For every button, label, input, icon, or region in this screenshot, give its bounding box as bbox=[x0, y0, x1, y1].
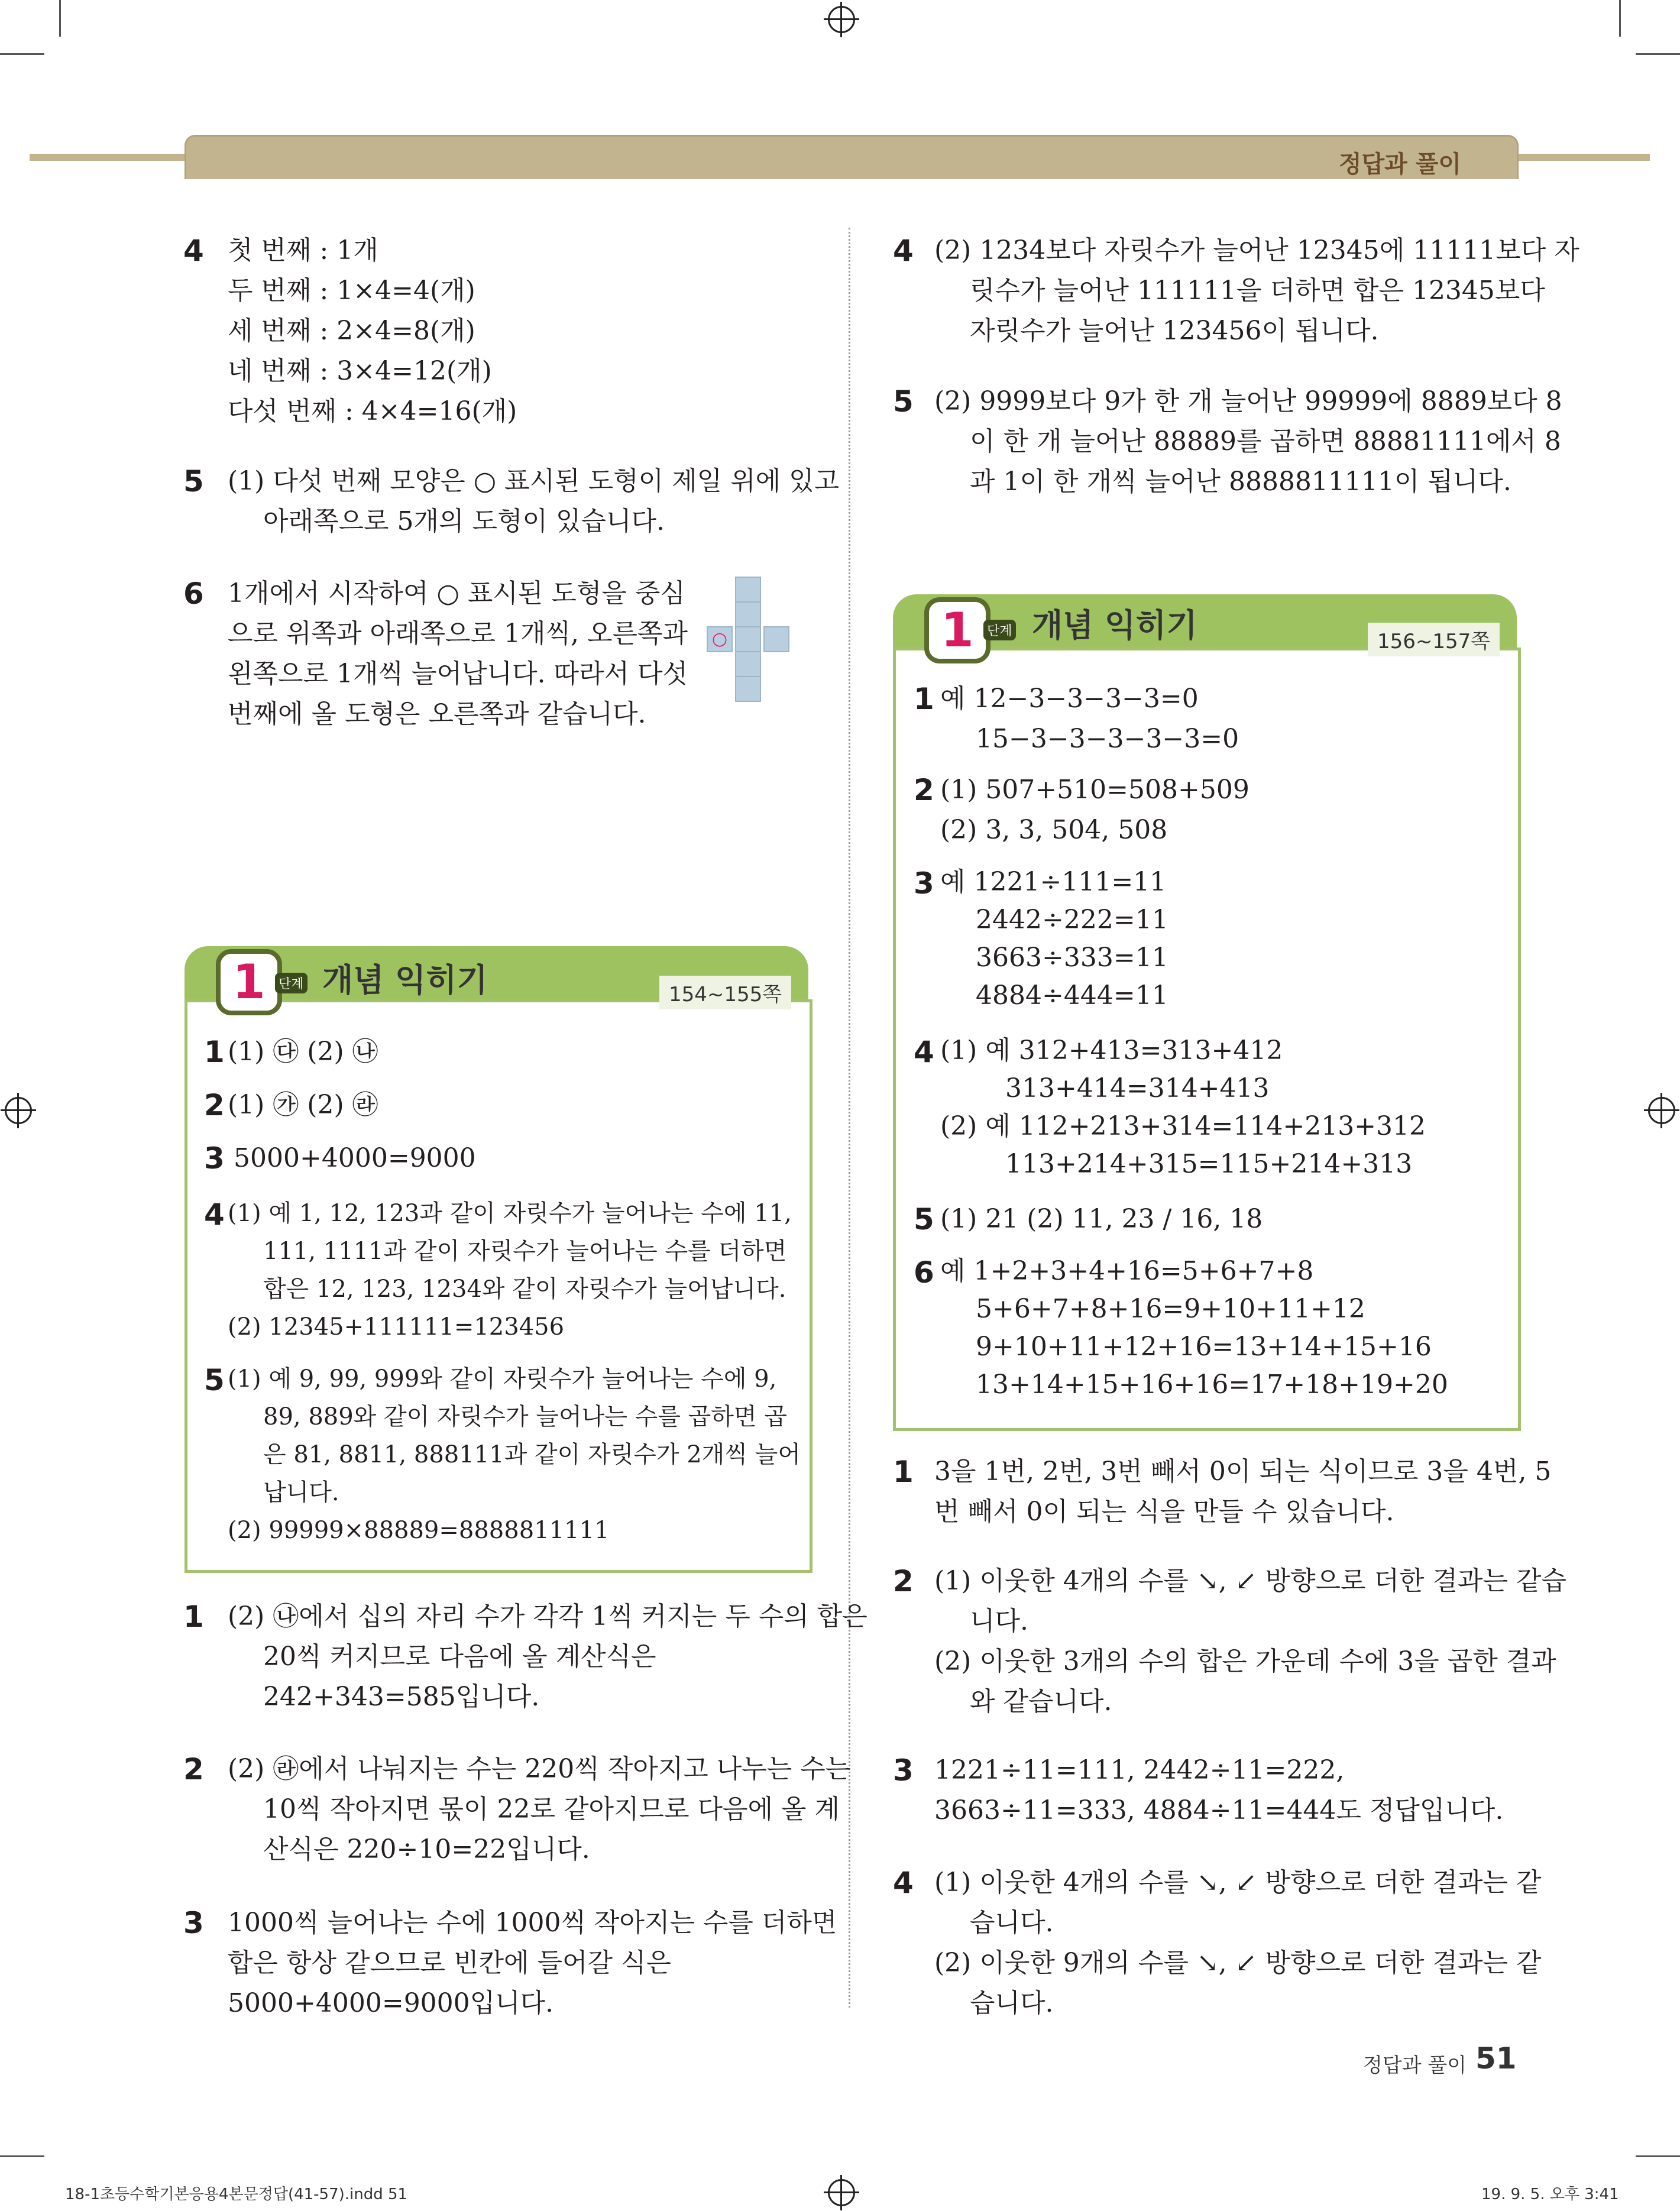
page-range-tag: 154~155쪽 bbox=[659, 976, 791, 1009]
item-text: (1) 21 (2) 11, 23 / 16, 18 bbox=[940, 1204, 1263, 1234]
item-text: 예 12−3−3−3−3=0 15−3−3−3−3−3=0 bbox=[940, 684, 1239, 754]
crop-mark bbox=[59, 0, 61, 37]
item-text: (1) ㉮ (2) ㉱ bbox=[228, 1090, 378, 1120]
box-title: 개념 익히기 bbox=[1032, 607, 1197, 644]
circle-mark: ○ bbox=[711, 629, 728, 649]
question-number: 5 bbox=[893, 384, 914, 419]
explanation-text: (2) ㉯에서 십의 자리 수가 각각 1씩 커지는 두 수의 합은 20씩 커지므로 다음에 올 계산식은 242+343=585입니다. bbox=[228, 1601, 867, 1712]
question-number: 5 bbox=[183, 464, 204, 498]
item-number: 4 bbox=[914, 1035, 934, 1069]
question-number: 6 bbox=[183, 577, 204, 611]
crop-mark bbox=[1636, 2155, 1680, 2157]
question-number: 3 bbox=[183, 1906, 204, 1940]
explanation-text: 3을 1번, 2번, 3번 빼서 0이 되는 식이므로 3을 4번, 5 번 빼서 0이 되는 식을 만들 수 있습니다. bbox=[934, 1456, 1552, 1527]
explanation-text: (2) ㉱에서 나눠지는 수는 220씩 작아지고 나누는 수는 10씩 작아지면 몫이 22로 같아지므로 다음에 올 계 산식은 220÷10=22입니다. bbox=[228, 1754, 851, 1864]
item-text: (1) 507+510=508+509 (2) 3, 3, 504, 508 bbox=[940, 775, 1250, 845]
question-number: 4 bbox=[893, 1866, 914, 1900]
question-number: 4 bbox=[893, 234, 914, 268]
item-number: 5 bbox=[914, 1202, 934, 1236]
item-number: 3 bbox=[914, 866, 934, 901]
question-number: 1 bbox=[893, 1455, 914, 1489]
slug-filename: 18-1초등수학기본응용4본문정답(41-57).indd 51 bbox=[65, 2186, 408, 2203]
page-number: 51 bbox=[1475, 2041, 1517, 2076]
item-text: 예 1+2+3+4+16=5+6+7+8 5+6+7+8+16=9+10+11+12 9+10+11+12+16=13+14+15+16 13+14+15+16+16=17+18+19+20 bbox=[940, 1256, 1448, 1400]
item-number: 1 bbox=[204, 1035, 225, 1069]
item-text: 5000+4000=9000 bbox=[234, 1143, 476, 1173]
registration-mark-icon bbox=[828, 6, 855, 33]
box-title: 개념 익히기 bbox=[322, 962, 488, 999]
item-number: 5 bbox=[204, 1363, 225, 1397]
item-text: (1) 예 312+413=313+412 313+414=314+413 (2) 예 112+213+314=114+213+312 113+214+315=115+214+313 bbox=[940, 1035, 1426, 1179]
crop-mark bbox=[1619, 0, 1621, 37]
item-text: (1) 예 1, 12, 123과 같이 자릿수가 늘어나는 수에 11, 111, 1111과 같이 자릿수가 늘어나는 수를 더하면 합은 12, 123, 1234와 같이 자릿수가 늘어납니다. (2) 12345+111111=123456 bbox=[228, 1200, 792, 1341]
item-text: (1) ㉰ (2) ㉯ bbox=[228, 1037, 378, 1067]
item-number: 3 bbox=[204, 1141, 225, 1176]
explanation-text: 1221÷11=111, 2442÷11=222, 3663÷11=333, 4884÷11=444도 정답입니다. bbox=[934, 1755, 1504, 1825]
registration-mark-icon bbox=[1648, 1097, 1675, 1124]
crop-mark bbox=[0, 53, 44, 55]
answer-text: 1개에서 시작하여 ○ 표시된 도형을 중심 으로 위쪽과 아래쪽으로 1개씩, 오른쪽과 왼쪽으로 1개씩 늘어납니다. 따라서 다섯 번째에 올 도형은 오른쪽과 같습니다. bbox=[228, 578, 688, 729]
registration-mark-icon bbox=[828, 2179, 855, 2206]
answer-text: (2) 1234보다 자릿수가 늘어난 12345에 11111보다 자 릿수가 늘어난 111111을 더하면 합은 12345보다 자릿수가 늘어난 123456이 됩니다. bbox=[934, 235, 1579, 346]
crop-mark bbox=[1636, 53, 1680, 55]
item-number: 2 bbox=[204, 1088, 225, 1122]
header-bar bbox=[184, 135, 1519, 179]
item-text: 예 1221÷111=11 2442÷222=11 3663÷333=11 4884÷444=11 bbox=[940, 867, 1168, 1011]
question-number: 3 bbox=[893, 1753, 914, 1788]
question-number: 2 bbox=[893, 1564, 914, 1598]
item-number: 2 bbox=[914, 773, 934, 807]
explanation-text: (1) 이웃한 4개의 수를 ↘, ↙ 방향으로 더한 결과는 같 습니다. (2) 이웃한 9개의 수를 ↘, ↙ 방향으로 더한 결과는 같 습니다. bbox=[934, 1867, 1542, 2018]
answer-text: 첫 번째 : 1개 두 번째 : 1×4=4(개) 세 번째 : 2×4=8(개) 네 번째 : 3×4=12(개) 다섯 번째 : 4×4=16(개) bbox=[228, 235, 517, 426]
header-title: 정답과 풀이 bbox=[1338, 151, 1461, 178]
explanation-text: 1000씩 늘어나는 수에 1000씩 작아지는 수를 더하면 합은 항상 같으므로 빈칸에 들어갈 식은 5000+4000=9000입니다. bbox=[228, 1908, 837, 2018]
page-range-tag: 156~157쪽 bbox=[1368, 623, 1500, 656]
answer-text: (1) 다섯 번째 모양은 ○ 표시된 도형이 제일 위에 있고 아래쪽으로 5개의 도형이 있습니다. bbox=[228, 466, 840, 536]
item-number: 4 bbox=[204, 1197, 225, 1232]
question-number: 4 bbox=[183, 234, 204, 268]
question-number: 2 bbox=[183, 1752, 204, 1786]
column-divider bbox=[849, 228, 850, 2008]
question-number: 1 bbox=[183, 1600, 204, 1634]
registration-mark-icon bbox=[5, 1097, 32, 1124]
cross-shape-figure bbox=[707, 577, 816, 701]
explanation-text: (1) 이웃한 4개의 수를 ↘, ↙ 방향으로 더한 결과는 같습 니다. (2) 이웃한 3개의 수의 합은 가운데 수에 3을 곱한 결과 와 같습니다. bbox=[934, 1566, 1566, 1717]
step-label: 단계 bbox=[983, 620, 1016, 640]
answer-text: (2) 9999보다 9가 한 개 늘어난 99999에 8889보다 8 이 한 개 늘어난 88889를 곱하면 88881111에서 8 과 1이 한 개씩 늘어난 8888811111이 됩니다. bbox=[934, 386, 1562, 497]
item-text: (1) 예 9, 99, 999와 같이 자릿수가 늘어나는 수에 9, 89, 889와 같이 자릿수가 늘어나는 수를 곱하면 곱 은 81, 8811, 888111과 같이 자릿수가 2개씩 늘어 납니다. (2) 99999×88889=8888811111 bbox=[228, 1365, 801, 1544]
item-number: 6 bbox=[914, 1255, 934, 1290]
item-number: 1 bbox=[914, 682, 934, 716]
crop-mark bbox=[0, 2155, 44, 2157]
footer-label: 정답과 풀이 bbox=[1363, 2054, 1467, 2077]
step-badge: 1 bbox=[216, 949, 282, 1015]
slug-date: 19. 9. 5. 오후 3:41 bbox=[1481, 2186, 1619, 2203]
step-label: 단계 bbox=[275, 973, 307, 993]
step-badge: 1 bbox=[924, 597, 990, 663]
